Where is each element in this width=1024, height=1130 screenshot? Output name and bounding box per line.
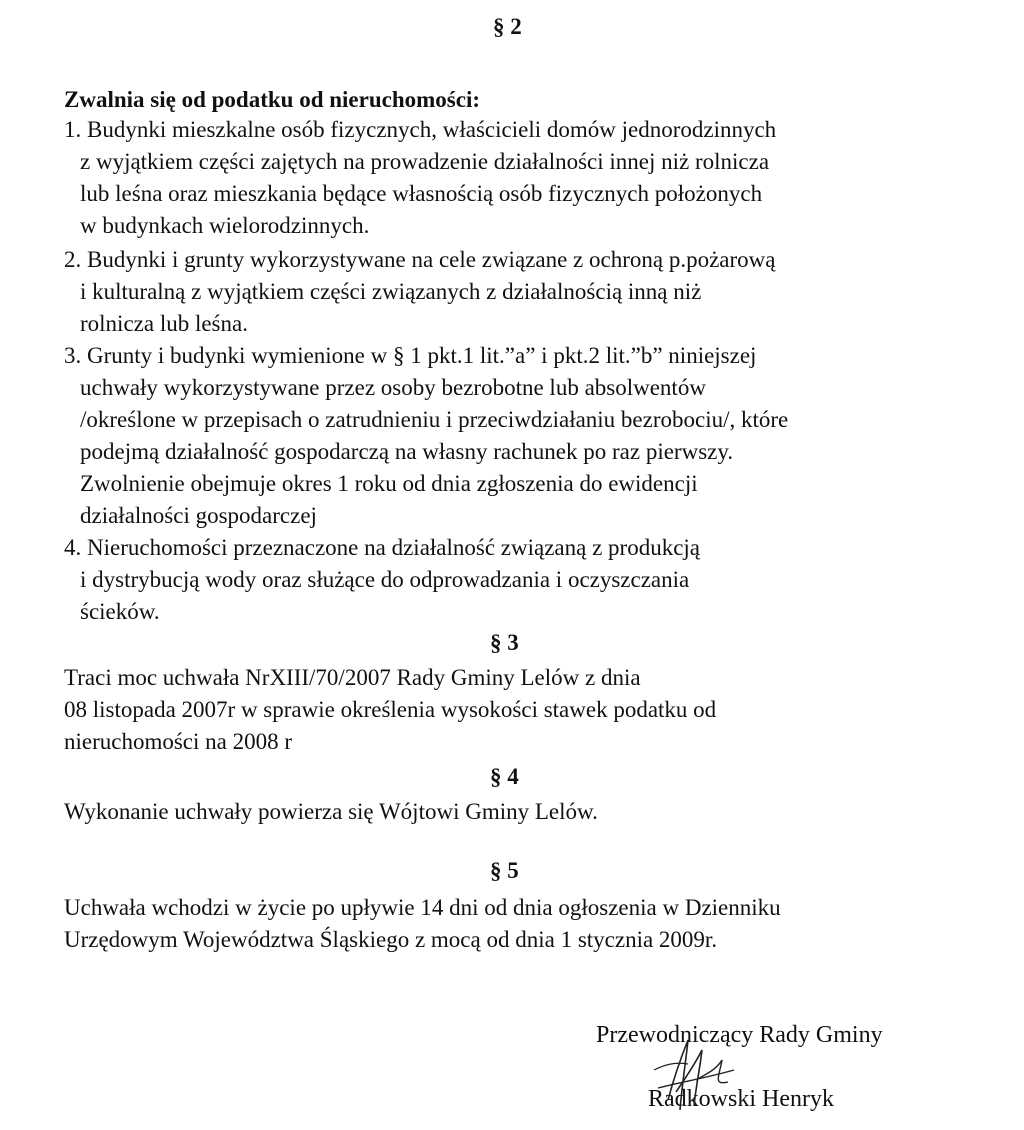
- item-3-line-5: Zwolnienie obejmuje okres 1 roku od dnia zgłoszenia do ewidencji: [80, 471, 698, 496]
- section-5-marker: § 5: [490, 858, 519, 883]
- item-2-line-1: 2. Budynki i grunty wykorzystywane na cele związane z ochroną p.pożarową: [64, 247, 776, 272]
- section-3-line-2: 08 listopada 2007r w sprawie określenia wysokości stawek podatku od: [64, 697, 717, 722]
- exemption-heading: Zwalnia się od podatku od nieruchomości:: [64, 87, 480, 112]
- section-2-marker: § 2: [493, 14, 522, 39]
- section-4-text: Wykonanie uchwały powierza się Wójtowi Gminy Lelów.: [64, 799, 598, 824]
- item-3-line-6: działalności gospodarczej: [80, 503, 317, 528]
- item-4-line-3: ścieków.: [80, 599, 160, 624]
- section-5-line-2: Urzędowym Województwa Śląskiego z mocą od dnia 1 stycznia 2009r.: [64, 927, 718, 952]
- item-4-line-2: i dystrybucją wody oraz służące do odprowadzania i oczyszczania: [80, 567, 690, 592]
- item-3-line-3: /określone w przepisach o zatrudnieniu i przeciwdziałaniu bezrobociu/, które: [80, 407, 789, 432]
- section-3-line-3: nieruchomości na 2008 r: [64, 729, 293, 754]
- item-1-line-4: w budynkach wielorodzinnych.: [80, 213, 370, 238]
- section-3-marker: § 3: [490, 630, 519, 655]
- item-4-line-1: 4. Nieruchomości przeznaczone na działalność związaną z produkcją: [64, 535, 701, 560]
- item-2-line-2: i kulturalną z wyjątkiem części związanych z działalnością inną niż: [80, 279, 702, 304]
- section-5-line-1: Uchwała wchodzi w życie po upływie 14 dni od dnia ogłoszenia w Dzienniku: [64, 895, 781, 920]
- item-3-line-1: 3. Grunty i budynki wymienione w § 1 pkt.1 lit.”a” i pkt.2 lit.”b” niniejszej: [64, 343, 757, 368]
- item-1-line-2: z wyjątkiem części zajętych na prowadzenie działalności innej niż rolnicza: [80, 149, 770, 174]
- item-3-line-2: uchwały wykorzystywane przez osoby bezrobotne lub absolwentów: [80, 375, 706, 400]
- item-1-line-1: 1. Budynki mieszkalne osób fizycznych, właścicieli domów jednorodzinnych: [64, 117, 777, 142]
- signature-name: Radkowski Henryk: [648, 1086, 834, 1112]
- item-1-line-3: lub leśna oraz mieszkania będące własnością osób fizycznych położonych: [80, 181, 763, 206]
- signature-title: Przewodniczący Rady Gminy: [596, 1022, 883, 1048]
- item-3-line-4: podejmą działalność gospodarczą na własny rachunek po raz pierwszy.: [80, 439, 734, 464]
- item-2-line-3: rolnicza lub leśna.: [80, 311, 248, 336]
- section-4-marker: § 4: [490, 764, 519, 789]
- section-3-line-1: Traci moc uchwała NrXIII/70/2007 Rady Gminy Lelów z dnia: [64, 665, 641, 690]
